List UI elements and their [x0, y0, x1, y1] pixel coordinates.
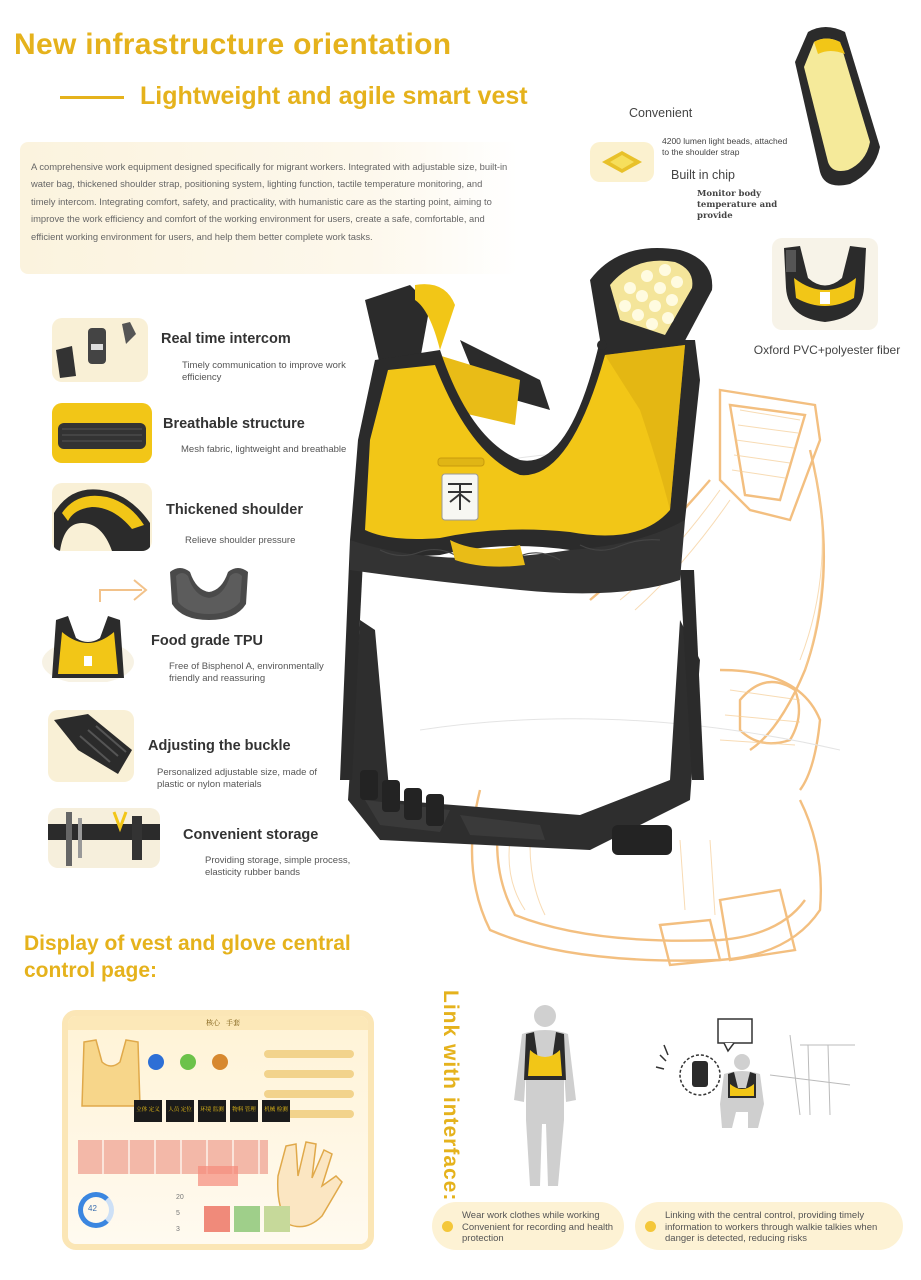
subtitle-divider: [60, 96, 124, 99]
stat-2: 5: [176, 1210, 180, 1217]
dashboard-btn-1[interactable]: 立体 定义: [134, 1100, 162, 1122]
feature-title-intercom: Real time intercom: [161, 331, 291, 347]
feature-title-buckle: Adjusting the buckle: [148, 738, 291, 754]
caption-text-1: Wear work clothes while working Convenient for recording and health protection: [462, 1210, 614, 1244]
intro-text: A comprehensive work equipment designed specifically for migrant workers. Integrated with adjustable size, built-in water bag, thickened shoulder strap, positioning system, lighting function, tactile temperature monitoring, and timely intercom. Integrating comfort, safety, and practicality, with humanistic care as the starting point, aiming to improve the work efficiency and comfort of the working environment for users, create a safe, comfortable, and efficient working environment for users, and help them better complete work tasks.: [31, 161, 508, 242]
dashboard-tile-green[interactable]: [234, 1206, 260, 1232]
dashboard-btn-3[interactable]: 环境 监测: [198, 1100, 226, 1122]
tpu-piece-icon: [166, 564, 252, 624]
status-circle-blue[interactable]: [148, 1054, 164, 1070]
caption-dot-1: [442, 1221, 453, 1232]
stat-3: 3: [176, 1226, 180, 1233]
feature-title-tpu: Food grade TPU: [151, 633, 263, 649]
smart-vest-illustration: [320, 240, 740, 880]
alert-highlight: [198, 1166, 238, 1186]
worker-crouching-illustration: [712, 1052, 772, 1132]
feature-title-breathable: Breathable structure: [163, 416, 305, 432]
buckle-icon: [48, 710, 134, 782]
buckle-thumbnail: [48, 710, 134, 782]
feature-desc-intercom: Timely communication to improve work efficiency: [182, 360, 346, 383]
shoulder-thumbnail: [52, 483, 152, 551]
feature-desc-buckle: Personalized adjustable size, made of plastic or nylon materials: [157, 767, 318, 790]
storage-thumbnail: [48, 808, 160, 868]
caption-pill-2: [635, 1202, 903, 1250]
dashboard-bar-2: [264, 1070, 354, 1078]
worker-standing-illustration: [500, 1000, 590, 1190]
feature-title-storage: Convenient storage: [183, 827, 319, 843]
feature-desc-breathable: Mesh fabric, lightweight and breathable: [181, 444, 347, 455]
lumen-desc: 4200 lumen light beads, attached to the shoulder strap: [662, 136, 788, 157]
mesh-fabric-icon: [52, 403, 152, 463]
dashboard-tile-olive[interactable]: [264, 1206, 290, 1232]
feature-desc-tpu: Free of Bisphenol A, environmentally friendly and reassuring: [169, 661, 324, 684]
caption-text-2: Linking with the central control, providing timely information to workers through walkie talkies when danger is detected, reducing risks: [665, 1210, 878, 1244]
chip-desc: Monitor body temperature and provide: [697, 189, 778, 221]
link-section-title: Link with interface:: [439, 990, 462, 1202]
walkie-talkie-icon: [52, 318, 148, 382]
dashboard-bar-3: [264, 1090, 354, 1098]
heart-rate-strips: [78, 1140, 268, 1174]
page-title: New infrastructure orientation: [14, 28, 452, 61]
page-subtitle: Lightweight and agile smart vest: [140, 82, 528, 110]
shoulder-light-illustration: [790, 22, 885, 192]
shoulder-pad-icon: [52, 483, 152, 551]
chip-icon: [590, 142, 654, 182]
stat-1: 20: [176, 1194, 184, 1201]
status-circle-green[interactable]: [180, 1054, 196, 1070]
dashboard-tab-glove[interactable]: 手套: [226, 1020, 240, 1027]
status-circle-orange[interactable]: [212, 1054, 228, 1070]
intercom-thumbnail: [52, 318, 148, 382]
dashboard-tile-red[interactable]: [204, 1206, 230, 1232]
tpu-thumbnail: [40, 602, 136, 682]
gauge-value: 42: [88, 1204, 97, 1213]
dashboard-btn-5[interactable]: 机械 检测: [262, 1100, 290, 1122]
feature-title-shoulder: Thickened shoulder: [166, 502, 303, 518]
caption-pill-1: [432, 1202, 624, 1250]
central-control-dashboard: [62, 1010, 374, 1250]
convenient-label: Convenient: [629, 106, 693, 120]
dashboard-bar-1: [264, 1050, 354, 1058]
tool-belt-icon: [48, 808, 160, 868]
vest-front-mini-icon: [40, 602, 136, 682]
feature-desc-shoulder: Relieve shoulder pressure: [185, 535, 296, 546]
dashboard-btn-2[interactable]: 人员 定位: [166, 1100, 194, 1122]
dashboard-section-title: Display of vest and glove central control page:: [24, 932, 351, 982]
breathable-thumbnail: [52, 403, 152, 463]
caption-dot-2: [645, 1221, 656, 1232]
feature-desc-storage: Providing storage, simple process, elasticity rubber bands: [205, 855, 351, 878]
material-label: Oxford PVC+polyester fiber: [753, 343, 901, 357]
dashboard-tab-core[interactable]: 核心: [206, 1020, 220, 1027]
dashboard-btn-4[interactable]: 物料 管理: [230, 1100, 258, 1122]
chip-label: Built in chip: [671, 168, 735, 182]
harness-material-illustration: [772, 238, 878, 330]
